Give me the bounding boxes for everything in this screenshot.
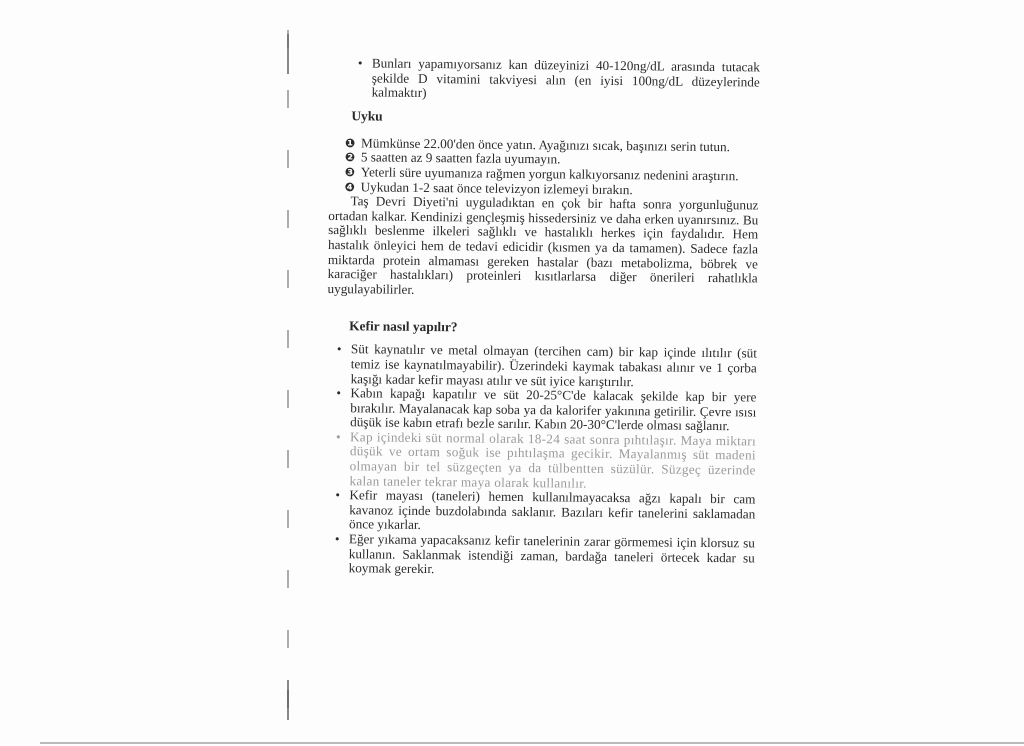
circled-number-3-icon: ❸ (344, 165, 356, 180)
kefir-step-5: • Eğer yıkama yapacaksanız kefir tanelerinin zarar görmemesi için klorsuz su kullanın. Saklanmak istendiği zaman, bardağa taneleri örtecek kadar su koymak gerekir. (329, 532, 755, 580)
sleep-tip-text: Yeterli süre uyumanıza rağmen yorgun kalkıyorsanız nedenini araştırın. (360, 164, 739, 184)
sleep-tip-text: Mümkünse 22.00'den önce yatın. Ayağınızı sıcak, başınızı serin tutun. (361, 135, 731, 154)
intro-bullet-list (352, 56, 760, 104)
sleep-tip-text: 5 saatten az 9 saatten fazla uyumayın. (360, 149, 561, 167)
gutter-line (287, 30, 289, 720)
kefir-step-3: • Kap içindeki süt normal olarak 18-24 saat sonra pıhtılaşır. Maya miktarı düşük ve ortam soğuk ise pıhtılaşma gecikir. Mayalanmış süt madeni olmayan bir tel süzgeçten ya da tülbentten süzülür. Süzgeç üzerinde kalan taneler tekrar maya olarak kullanılır. (329, 430, 756, 493)
gutter-line-bottom (287, 680, 289, 720)
sleep-heading: Uyku (351, 108, 383, 124)
page-text (325, 56, 760, 580)
kefir-step-2: • Kabın kapağı kapatılır ve süt 20-25°C'de kalacak şekilde kap bir yere bırakılır. Mayalanacak kap soba ya da kalorifer yakınına getirilir. Çevre ısısı düşük ise kabın etrafı bezle sarılır. Kabın 20-30°C'lerde olması sağlanır. (330, 386, 756, 434)
circled-number-2-icon: ❷ (344, 150, 356, 165)
circled-number-1-icon: ❶ (345, 135, 356, 151)
kefir-heading: Kefir nasıl yapılır? (349, 318, 458, 335)
kefir-step-1: • Süt kaynatılır ve metal olmayan (tercihen cam) bir kap içinde ılıtılır (süt temiz ise kaynatılmayabilir). Üzerindeki kaymak tabakası alınır ve 1 çorba kaşığı kadar kefir mayası atılır ve süt iyice karıştırılır. (331, 342, 757, 390)
kefir-steps (329, 342, 757, 580)
page-bottom-edge (40, 742, 1024, 744)
sleep-tips (344, 135, 760, 199)
kefir-step-4: • Kefir mayası (taneleri) hemen kullanılmayacaksa ağzı kapalı bir cam kavanoz içinde buzdolabında saklanır. Bazıları kefir tanelerini saklamadan önce yıkarlar. (329, 488, 755, 536)
intro-bullet: • Bunları yapamıyorsanız kan düzeyinizi 40-120ng/dL arasında tutacak şekilde D vitamini takviyesi alın (en iyisi 100ng/dL düzeylerinde kalmaktır) (352, 56, 760, 104)
sleep-paragraph: Taş Devri Diyeti'ni uyguladıktan en çok bir hafta sonra yorgunluğunuz ortadan kalkar. Kendinizi gençleşmiş hissedersiniz ve daha erken uyanırsınız. Bu sağlıklı beslenme ilkeleri sağlıklı ve hastalıklı herkes için faydalıdır. Hem hastalık önleyici hem de tedavi edicidir (kısmen ya da tamamen). Sadece fazla miktarda protein almaması gereken hastalar (bazı metabolizma, böbrek ve karaciğer hastalıkları) proteinleri kısıtlarlarsa diğer önerileri rahatlıkla uygulayabilirler. (327, 193, 759, 297)
sleep-tip-text: Uykudan 1-2 saat önce televizyon izlemeyi bırakın. (360, 178, 633, 197)
circled-number-4-icon: ❹ (344, 179, 355, 194)
